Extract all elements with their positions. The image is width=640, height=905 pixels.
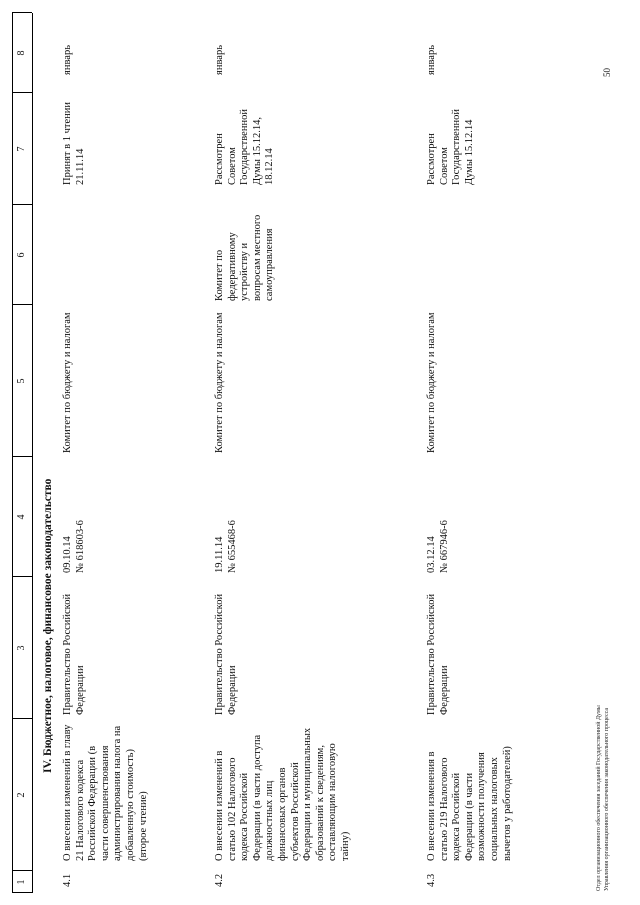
bill-committee: Комитет по бюджету и налогам: [62, 312, 73, 453]
bill-date-number: 19.11.14 № 655468-6: [214, 520, 238, 573]
bill-title: О внесении изменения в статью 219 Налогового кодекса Российской Федерации (в части возможности получения социальных налоговых вычетов у работодателей): [426, 746, 513, 861]
bill-term: январь: [426, 45, 437, 75]
row-number: 4.3: [426, 873, 437, 887]
bill-date-number: 03.12.14 № 667946-6: [426, 520, 450, 573]
column-number-1: 1: [16, 879, 27, 885]
column-number-5: 5: [16, 378, 27, 384]
col-border-4: [12, 456, 32, 457]
bill-committee: Комитет по бюджету и налогам: [426, 312, 437, 453]
footer-line-2: Управления организационного обеспечения законодательного процесса: [604, 707, 610, 891]
column-number-8: 8: [16, 50, 27, 56]
col-border-2: [12, 718, 32, 719]
bill-title: О внесении изменений в статью 102 Налогового кодекса Российской Федерации (в части доступа должностных лиц финансовых органов субъектов Российской Федерации и муниципальных образований к сведениям, составляющим налоговую тайну): [214, 727, 351, 861]
column-number-4: 4: [16, 514, 27, 520]
col-border-6: [12, 204, 32, 205]
col-border-7: [12, 92, 32, 93]
header-bottom-rule: [32, 13, 33, 893]
footer-line-1: Отдел организационного обеспечения заседаний Государственной Думы: [596, 705, 602, 891]
bill-status: Рассмотрен Советом Государственной Думы 15.12.14, 18.12.14: [214, 109, 276, 185]
col-border-3: [12, 576, 32, 577]
page-number: 50: [602, 68, 612, 77]
col-border-1: [12, 870, 32, 871]
bill-date-number: 09.10.14 № 618603-6: [62, 520, 86, 573]
bill-title: О внесении изменений в главу 21 Налогового кодекса Российской Федерации (в части совершенствования администрирования налога на добавленную стоимость) (второе чтение): [62, 724, 149, 861]
column-number-2: 2: [16, 792, 27, 798]
header-top-rule: [12, 13, 13, 893]
bill-term: январь: [214, 45, 225, 75]
row-number: 4.1: [62, 873, 73, 887]
bill-initiator: Правительство Российской Федерации: [426, 593, 450, 715]
row-number: 4.2: [214, 873, 225, 887]
col-border-0: [12, 892, 32, 893]
section-title: IV. Бюджетное, налоговое, финансовое законодательство: [42, 478, 54, 773]
bill-committee: Комитет по бюджету и налогам: [214, 312, 225, 453]
bill-status: Рассмотрен Советом Государственной Думы 15.12.14: [426, 109, 475, 185]
col-border-8: [12, 12, 32, 13]
col-border-5: [12, 304, 32, 305]
bill-initiator: Правительство Российской Федерации: [214, 593, 238, 715]
column-number-6: 6: [16, 252, 27, 258]
bill-status: Принят в 1 чтении 21.11.14: [62, 102, 86, 185]
bill-co-committee: Комитет по федеративному устройству и вопросам местного самоуправления: [214, 214, 276, 301]
column-number-7: 7: [16, 146, 27, 152]
bill-initiator: Правительство Российской Федерации: [62, 593, 86, 715]
column-number-3: 3: [16, 645, 27, 651]
bill-term: январь: [62, 45, 73, 75]
